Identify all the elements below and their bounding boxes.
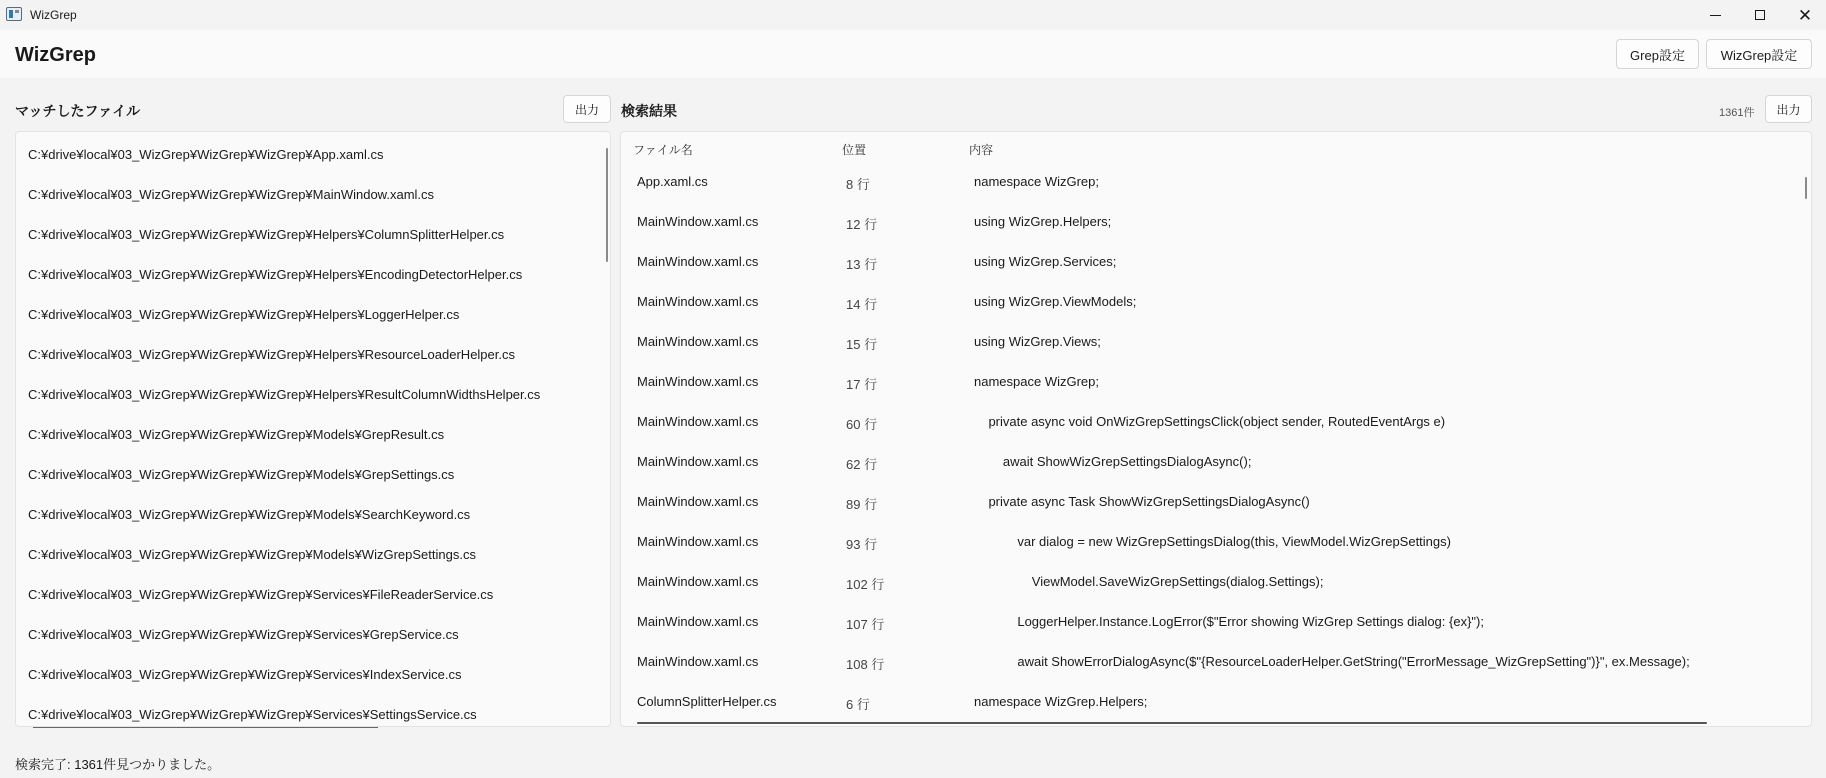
file-list-item[interactable]: C:¥drive¥local¥03_WizGrep¥WizGrep¥WizGrep¥MainWindow.xaml.cs (28, 186, 435, 202)
result-content-cell: using WizGrep.Views; (974, 334, 1101, 349)
table-row[interactable] (621, 362, 1811, 402)
window-title: WizGrep (30, 8, 77, 22)
result-file-cell: MainWindow.xaml.cs (637, 414, 759, 429)
table-row[interactable] (621, 682, 1811, 722)
result-position-cell: 8 行 (846, 177, 870, 192)
table-row[interactable] (621, 522, 1811, 562)
vertical-scrollbar[interactable] (606, 148, 608, 262)
result-file-cell: App.xaml.cs (637, 174, 708, 189)
file-list-item[interactable]: C:¥drive¥local¥03_WizGrep¥WizGrep¥WizGrep¥Helpers¥ColumnSplitterHelper.cs (28, 226, 505, 242)
table-row[interactable] (621, 322, 1811, 362)
result-file-cell: MainWindow.xaml.cs (637, 534, 759, 549)
export-results-button[interactable]: 出力 (1765, 95, 1812, 123)
export-files-button[interactable]: 出力 (563, 95, 611, 123)
result-content-cell: using WizGrep.ViewModels; (974, 294, 1137, 309)
result-file-cell: MainWindow.xaml.cs (637, 374, 759, 389)
result-position-cell: 93 行 (846, 537, 878, 552)
result-position-cell: 89 行 (846, 497, 878, 512)
file-list-item[interactable]: C:¥drive¥local¥03_WizGrep¥WizGrep¥WizGrep¥Models¥GrepSettings.cs (28, 466, 455, 482)
result-position-cell: 108 行 (846, 657, 885, 672)
app-title: WizGrep (15, 44, 96, 66)
result-content-cell: await ShowErrorDialogAsync($"{ResourceLoaderHelper.GetString("ErrorMessage_WizGrepSetting")}", ex.Message); (974, 654, 1690, 669)
file-list-item[interactable]: C:¥drive¥local¥03_WizGrep¥WizGrep¥WizGrep¥Helpers¥LoggerHelper.cs (28, 306, 460, 322)
table-row[interactable] (621, 642, 1811, 682)
result-content-cell: using WizGrep.Services; (974, 254, 1117, 269)
result-file-cell: MainWindow.xaml.cs (637, 294, 759, 309)
column-header-content[interactable]: 内容 (969, 143, 994, 157)
result-content-cell: ViewModel.SaveWizGrepSettings(dialog.Settings); (974, 574, 1324, 589)
result-content-cell: using WizGrep.Helpers; (974, 214, 1112, 229)
file-list-item[interactable]: C:¥drive¥local¥03_WizGrep¥WizGrep¥WizGrep¥Models¥SearchKeyword.cs (28, 506, 471, 522)
status-text: 検索完了: 1361件見つかりました。 (15, 757, 221, 772)
table-row[interactable] (621, 602, 1811, 642)
table-row[interactable] (621, 482, 1811, 522)
minimize-icon (1710, 15, 1721, 16)
result-content-cell: namespace WizGrep.Helpers; (974, 694, 1148, 709)
matched-files-title: マッチしたファイル (15, 103, 141, 119)
result-content-cell: private async Task ShowWizGrepSettingsDialogAsync() (974, 494, 1310, 509)
file-list (16, 132, 610, 727)
result-file-cell: MainWindow.xaml.cs (637, 614, 759, 629)
close-icon: ✕ (1797, 5, 1813, 25)
result-position-cell: 107 行 (846, 617, 885, 632)
search-results-table (620, 131, 1812, 727)
result-content-cell: namespace WizGrep; (974, 174, 1099, 189)
horizontal-scrollbar[interactable] (637, 722, 1707, 724)
file-list-item[interactable]: C:¥drive¥local¥03_WizGrep¥WizGrep¥WizGrep¥Helpers¥ResultColumnWidthsHelper.cs (28, 386, 541, 402)
result-content-cell: LoggerHelper.Instance.LogError($"Error showing WizGrep Settings dialog: {ex}"); (974, 614, 1484, 629)
result-position-cell: 17 行 (846, 377, 878, 392)
result-position-cell: 12 行 (846, 217, 878, 232)
maximize-button[interactable] (1737, 0, 1783, 30)
file-list-item[interactable]: C:¥drive¥local¥03_WizGrep¥WizGrep¥WizGrep¥App.xaml.cs (28, 146, 384, 162)
app-icon (6, 7, 22, 21)
file-list-item[interactable]: C:¥drive¥local¥03_WizGrep¥WizGrep¥WizGrep¥Services¥SettingsService.cs (28, 706, 477, 722)
table-row[interactable] (621, 242, 1811, 282)
result-content-cell: await ShowWizGrepSettingsDialogAsync(); (974, 454, 1252, 469)
result-position-cell: 13 行 (846, 257, 878, 272)
result-file-cell: MainWindow.xaml.cs (637, 574, 759, 589)
result-position-cell: 15 行 (846, 337, 878, 352)
result-file-cell: MainWindow.xaml.cs (637, 214, 759, 229)
minimize-button[interactable] (1692, 0, 1738, 30)
table-row[interactable] (621, 442, 1811, 482)
matched-files-list (15, 131, 611, 727)
result-file-cell: ColumnSplitterHelper.cs (637, 694, 777, 709)
search-results-title: 検索結果 (621, 103, 677, 119)
column-header-position[interactable]: 位置 (842, 143, 867, 157)
table-row[interactable] (621, 282, 1811, 322)
file-list-item[interactable]: C:¥drive¥local¥03_WizGrep¥WizGrep¥WizGrep¥Services¥FileReaderService.cs (28, 586, 494, 602)
table-row[interactable] (621, 402, 1811, 442)
grep-settings-button[interactable]: Grep設定 (1616, 39, 1699, 69)
vertical-scrollbar[interactable] (1805, 177, 1807, 199)
result-file-cell: MainWindow.xaml.cs (637, 454, 759, 469)
close-button[interactable] (1782, 0, 1826, 30)
wizgrep-settings-button[interactable]: WizGrep設定 (1706, 39, 1812, 69)
result-content-cell: private async void OnWizGrepSettingsClick(object sender, RoutedEventArgs e) (974, 414, 1446, 429)
file-list-item[interactable]: C:¥drive¥local¥03_WizGrep¥WizGrep¥WizGrep¥Models¥GrepResult.cs (28, 426, 445, 442)
result-file-cell: MainWindow.xaml.cs (637, 334, 759, 349)
title-bar (0, 0, 1826, 30)
result-position-cell: 14 行 (846, 297, 878, 312)
column-header-file[interactable]: ファイル名 (633, 143, 693, 157)
result-position-cell: 6 行 (846, 697, 870, 712)
result-position-cell: 62 行 (846, 457, 878, 472)
result-file-cell: MainWindow.xaml.cs (637, 654, 759, 669)
file-list-item[interactable]: C:¥drive¥local¥03_WizGrep¥WizGrep¥WizGrep¥Services¥IndexService.cs (28, 666, 462, 682)
file-list-item[interactable]: C:¥drive¥local¥03_WizGrep¥WizGrep¥WizGrep¥Helpers¥ResourceLoaderHelper.cs (28, 346, 515, 362)
file-list-item[interactable]: C:¥drive¥local¥03_WizGrep¥WizGrep¥WizGrep¥Helpers¥EncodingDetectorHelper.cs (28, 266, 523, 282)
result-rows (621, 162, 1811, 722)
table-row[interactable] (621, 162, 1811, 202)
result-file-cell: MainWindow.xaml.cs (637, 494, 759, 509)
table-row[interactable] (621, 562, 1811, 602)
file-list-item[interactable]: C:¥drive¥local¥03_WizGrep¥WizGrep¥WizGrep¥Models¥WizGrepSettings.cs (28, 546, 476, 562)
result-position-cell: 60 行 (846, 417, 878, 432)
result-file-cell: MainWindow.xaml.cs (637, 254, 759, 269)
text-cursor-underline (33, 727, 378, 728)
app-header (0, 30, 1826, 78)
result-content-cell: namespace WizGrep; (974, 374, 1099, 389)
table-row[interactable] (621, 202, 1811, 242)
result-count: 1361件 (1719, 107, 1755, 119)
file-list-item[interactable]: C:¥drive¥local¥03_WizGrep¥WizGrep¥WizGrep¥Services¥GrepService.cs (28, 626, 459, 642)
result-content-cell: var dialog = new WizGrepSettingsDialog(this, ViewModel.WizGrepSettings) (974, 534, 1451, 549)
result-position-cell: 102 行 (846, 577, 885, 592)
maximize-icon (1755, 10, 1765, 20)
